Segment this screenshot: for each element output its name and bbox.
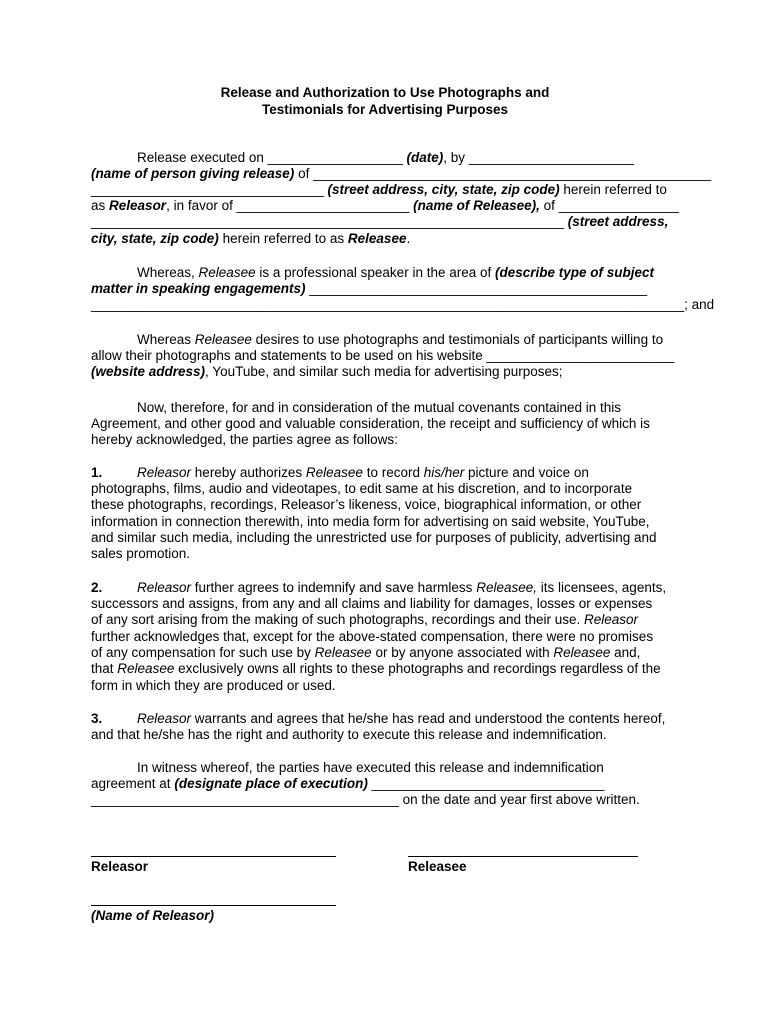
title-line-2: Testimonials for Advertising Purposes (261, 102, 509, 117)
place-blank[interactable]: _______________________________ (371, 776, 605, 791)
releasor-address-blank-2[interactable]: _______________________________ (91, 182, 324, 197)
now-therefore-line-3: hereby acknowledged, the parties agree as follows: (91, 432, 398, 447)
whereas2-line-3: (website address), YouTube, and similar such media for advertising purposes; (91, 364, 563, 379)
clause2-line-5: of any compensation for such use by Releasee or by anyone associated with Releasee and, (91, 645, 641, 660)
clause2-line-3: of any sort arising from the making of such photographs, recordings and their use. Releasor (91, 612, 639, 627)
clause1-line-4: information in connection therewith, into media form for advertising on said website, YouTube, (91, 514, 650, 529)
clause2-line-6: that Releasee exclusively owns all rights to these photographs and recordings regardless of the (91, 661, 661, 676)
whereas1-line-1: Whereas, Releasee is a professional speaker in the area of (describe type of subject (137, 265, 655, 280)
clause2-number: 2. (91, 580, 103, 595)
clause1-line-6: sales promotion. (91, 546, 191, 561)
releasor-address-blank[interactable]: _____________________________________________________ (313, 166, 712, 181)
releasor-signature-line[interactable] (91, 856, 336, 857)
clause2-line-1: Releasor further agrees to indemnify and save harmless Releasee, its licensees, agents, (137, 580, 667, 595)
releasee-name-blank[interactable]: _______________________ (236, 198, 410, 213)
releasor-signature-label: Releasor (91, 859, 149, 874)
whereas1-line-3: _______________________________________________________________________________; and (91, 297, 715, 312)
releasee-address-blank[interactable]: ________________ (558, 198, 679, 213)
by-blank[interactable]: ______________________ (468, 150, 634, 165)
clause2-line-4: further acknowledges that, except for the above-stated compensation, there were no promises (91, 629, 654, 644)
clause1-line-5: and similar such media, including the unrestricted use for purposes of publicity, advertising and (91, 530, 657, 545)
releasor-name-line[interactable] (91, 905, 336, 906)
clause3-line-1: Releasor warrants and agrees that he/she has read and understood the contents hereof, (137, 711, 666, 726)
title-line-1: Release and Authorization to Use Photographs and (220, 85, 550, 100)
releasor-name-label: (Name of Releasor) (91, 908, 215, 923)
date-blank[interactable]: __________________ (267, 150, 403, 165)
document-title (0, 84, 770, 118)
releasee-address-blank-2[interactable]: _______________________________________________________________ (91, 214, 565, 229)
clause2-line-2: successors and assigns, from any and all claims and liability for damages, losses or expenses (91, 596, 653, 611)
intro-line-4: as Releasor, in favor of _______________________ (name of Releasee), of ________________ (91, 198, 679, 213)
whereas2-line-1: Whereas Releasee desires to use photographs and testimonials of participants willing to (137, 332, 664, 347)
intro-line-1: Release executed on __________________ (date), by ______________________ (137, 150, 634, 165)
releasee-signature-line[interactable] (408, 856, 638, 857)
intro-line-6: city, state, zip code) herein referred to as Releasee. (91, 231, 411, 246)
intro-line-2: (name of person giving release) of _____________________________________________________ (91, 166, 712, 181)
clause1-number: 1. (91, 465, 103, 480)
whereas1-line-2: matter in speaking engagements) _____________________________________________ (91, 281, 648, 296)
website-blank[interactable]: _________________________ (486, 348, 675, 363)
witness-line-2: agreement at (designate place of execution) _______________________________ (91, 776, 605, 791)
releasee-signature-label: Releasee (408, 859, 467, 874)
clause1-line-1: Releasor hereby authorizes Releasee to record his/her picture and voice on (137, 465, 589, 480)
now-therefore-line-2: Agreement, and other good and valuable consideration, the receipt and sufficiency of which is (91, 416, 650, 431)
subject-blank-2[interactable]: _______________________________________________________________________________ (91, 297, 685, 312)
witness-line-3: _________________________________________ on the date and year first above written. (91, 792, 640, 807)
intro-line-3: _______________________________ (street address, city, state, zip code) herein referred to (91, 182, 667, 197)
subject-blank[interactable]: _____________________________________________ (309, 281, 648, 296)
witness-line-1: In witness whereof, the parties have executed this release and indemnification (137, 760, 604, 775)
now-therefore-line-1: Now, therefore, for and in consideration of the mutual covenants contained in this (137, 400, 622, 415)
clause1-line-3: these photographs, recordings, Releasor’s likeness, voice, biographical information, or other (91, 497, 642, 512)
intro-line-5: _______________________________________________________________ (street address, (91, 214, 669, 229)
place-blank-2[interactable]: _________________________________________ (91, 792, 399, 807)
clause3-number: 3. (91, 711, 103, 726)
clause3-line-2: and that he/she has the right and authority to execute this release and indemnification. (91, 727, 607, 742)
clause2-line-7: form in which they are produced or used. (91, 678, 336, 693)
whereas2-line-2: allow their photographs and statements to be used on his website _________________________ (91, 348, 675, 363)
clause1-line-2: photographs, films, audio and videotapes, to edit same at his discretion, and to incorporate (91, 481, 633, 496)
